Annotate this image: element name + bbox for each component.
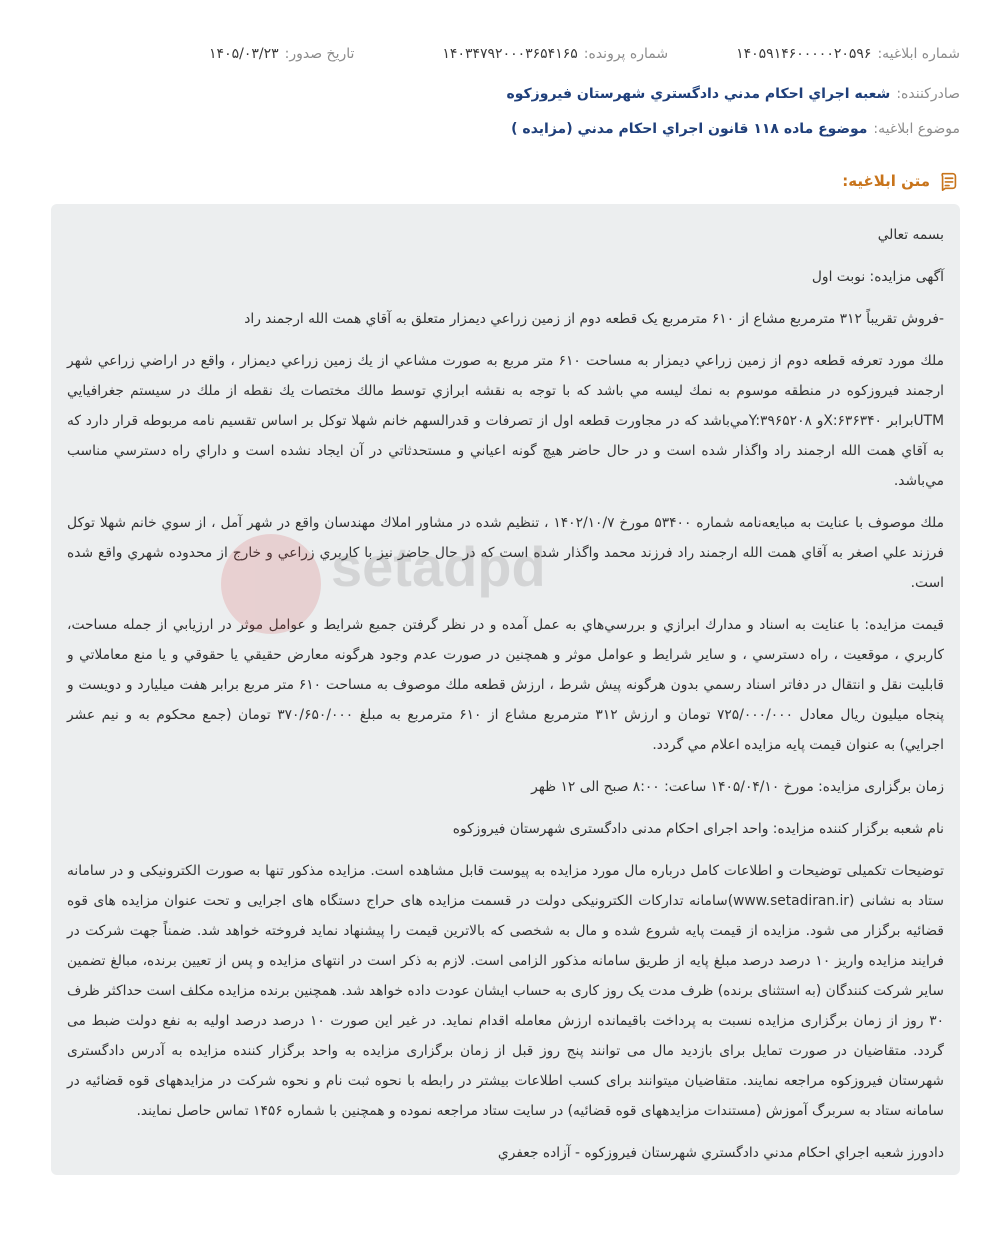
body-paragraph-6: قيمت مزايده: با عنايت به اسناد و مدارك ابرازي و بررسي‌هاي به عمل آمده و در نظر گرفتن جميع شرايط و عوامل موثر در ارزيابي از جمله مساحت، كاربري ، موقعيت ، راه دسترسي ، و ساير شرايط و عوامل موثر و همچنين در صورت عدم وجود هرگونه معارض حقيقي يا حقوقي و يا منع معاملاتي و قابليت نقل و انتقال در دفاتر اسناد رسمي بدون هرگونه پيش شرط ، ارزش قطعه ملك موصوف به مساحت ۶۱۰ متر مربع برابر هفت ميليارد و دويست و پنجاه ميليون ريال معادل ۷۲۵/۰۰۰/۰۰۰ تومان و ارزش ۳۱۲ مترمربع مشاع از ۶۱۰ مترمربع به مبلغ ۳۷۰/۶۵۰/۰۰۰ تومان (جمع محكوم به و نيم عشر اجرايي) به عنوان قيمت پايه مزايده اعلام مي گردد. — [67, 617, 944, 753]
body-paragraph-8: نام شعبه برگزار کننده مزایده: واحد اجرای احکام مدنی دادگستری شهرستان فیروزکوه — [452, 821, 944, 837]
document-text-icon — [938, 170, 960, 192]
notice-body — [51, 204, 960, 1175]
issue-date-label: تاریخ صدور: — [284, 46, 355, 62]
case-number — [442, 46, 668, 62]
body-paragraph-3: -فروش تقريباً ۳۱۲ مترمربع مشاع از ۶۱۰ مترمربع يک قطعه دوم از زمين زراعي ديمزار متعلق به آقاي همت الله ارجمند راد — [244, 311, 944, 327]
issuer — [507, 86, 961, 102]
subject — [511, 121, 960, 137]
body-paragraph-5: ملك موصوف با عنايت به مبايعه‌نامه شماره ۵۳۴۰۰ مورخ ۱۴۰۲/۱۰/۷ ، تنظيم شده در مشاور املاك مهندسان واقع در شهر آمل ، از سوي خانم شهلا توكل فرزند علي اصغر به آقاي همت الله ارجمند راد فرزند محمد واگذار شده است كه در حال حاضر نيز با كاربري زراعي و خارج از محدوده شهري واقع شده است. — [67, 515, 944, 591]
notice-text-heading-label: متن ابلاغیه: — [842, 172, 930, 190]
notice-number-value: ۱۴۰۵۹۱۴۶۰۰۰۰۰۲۰۵۹۶ — [736, 46, 872, 62]
body-paragraph-7: زمان برگزاری مزایده: مورخ ۱۴۰۵/۰۴/۱۰ ساعت: ۸:۰۰ صبح الی ۱۲ ظهر — [531, 779, 944, 795]
body-paragraph-2: آگهی مزایده: نوبت اول — [811, 269, 944, 285]
issue-date-value: ۱۴۰۵/۰۳/۲۳ — [209, 46, 279, 62]
case-number-label: شماره پرونده: — [583, 46, 669, 62]
notice-number — [736, 46, 960, 62]
notice-number-label: شماره ابلاغیه: — [877, 46, 960, 62]
body-paragraph-1: بسمه تعالي — [877, 227, 944, 243]
watermark-text: setadpd — [331, 535, 546, 598]
body-signature: دادورز شعبه اجراي احكام مدني دادگستري شهرستان فيروزكوه - آزاده جعفري — [497, 1145, 944, 1161]
case-number-value: ۱۴۰۳۴۷۹۲۰۰۰۳۶۵۴۱۶۵ — [442, 46, 578, 62]
issue-date — [209, 46, 354, 62]
issuer-label: صادرکننده: — [896, 86, 960, 102]
subject-label: موضوع ابلاغیه: — [873, 121, 960, 137]
body-paragraph-4: ملك مورد تعرفه قطعه دوم از زمين زراعي ديمزار به مساحت ۶۱۰ متر مربع به صورت مشاعي از يك زمين زراعي ديمزار ، واقع در اراضي زراعي شهر ارجمند فيروزكوه در منطقه موسوم به نمك ليسه مي باشد كه با توجه به نقشه ابرازي توسط مالك مختصات يك نقطه از ملك در سيستم جغرافيايي UTMبرابر X:۶۳۶۳۴۰و Y:۳۹۶۵۲۰۸مي‌باشد كه در مجاورت قطعه اول از تصرفات و قدرالسهم خانم شهلا توكل بر اساس تقسيم نامه مربوطه قرار دارد كه به آقاي همت الله ارجمند راد واگذار شده است و در حال حاضر هيچ گونه اعياني و مستحدثاتي در آن ايجاد نشده است و داراي راه دسترسي مناسب مي‌باشد. — [67, 353, 944, 489]
header-row-issuer — [40, 86, 960, 102]
subject-value: موضوع ماده ۱۱۸ قانون اجراي احكام مدني (مزايده ) — [511, 121, 868, 137]
body-paragraph-9: توضیحات تکمیلی توضیحات و اطلاعات کامل درباره مال مورد مزایده به پیوست قابل مشاهده است. مزایده مذکور تنها به صورت الکترونیکی و در سامانه ستاد به نشانی (www.setadiran.ir)سامانه تدارکات الکترونیکی دولت در قسمت مزایده های حراج دستگاه های اجرایی و تحت عنوان مزایده های قوه قضائیه برگزار می شود. مزایده از قیمت پایه شروع شده و مال به شخصی که بالاترین قیمت را پیشنهاد نماید فروخته خواهد شد. ضمناً جهت شرکت در فرایند مزایده واریز ۱۰ درصد درصد مبلغ پایه از طریق سامانه مذکور الزامی است. لازم به ذکر است در انتهای مزایده و پس از تعیین برنده، مبالغ تضمین سایر شرکت کنندگان (به استثنای برنده) ظرف مدت یک روز کاری به حساب ایشان عودت داده خواهد شد. همچنین برنده مزایده مکلف است حداکثر ظرف ۳۰ روز از زمان برگزاری مزایده نسبت به پرداخت باقیمانده ارزش معامله اقدام نماید. در غیر این صورت ۱۰ درصد درصد اولیه به نفع دولت ضبط می گردد. متقاضیان در صورت تمایل برای بازدید مال می توانند پنج روز قبل از زمان برگزاری مزایده به واحد برگزار کننده مزایده به آدرس دادگستری شهرستان فیروزکوه مراجعه نمایند. متقاضیان میتوانند برای کسب اطلاعات بیشتر در رابطه با نحوه ثبت نام و نحوه شرکت در مزایدههای قوه قضائیه در سامانه ستاد به سربرگ آموزش (مستندات مزایدههای قوه قضائیه) در سایت ستاد مراجعه نموده و همچنین با شماره ۱۴۵۶ تماس حاصل نمایند. — [67, 863, 945, 1119]
issuer-value: شعبه اجراي احكام مدني دادگستري شهرستان فيروزكوه — [506, 86, 891, 102]
notice-text-heading — [842, 170, 960, 192]
header-row-subject — [40, 121, 960, 137]
header-row-numbers — [40, 46, 960, 62]
